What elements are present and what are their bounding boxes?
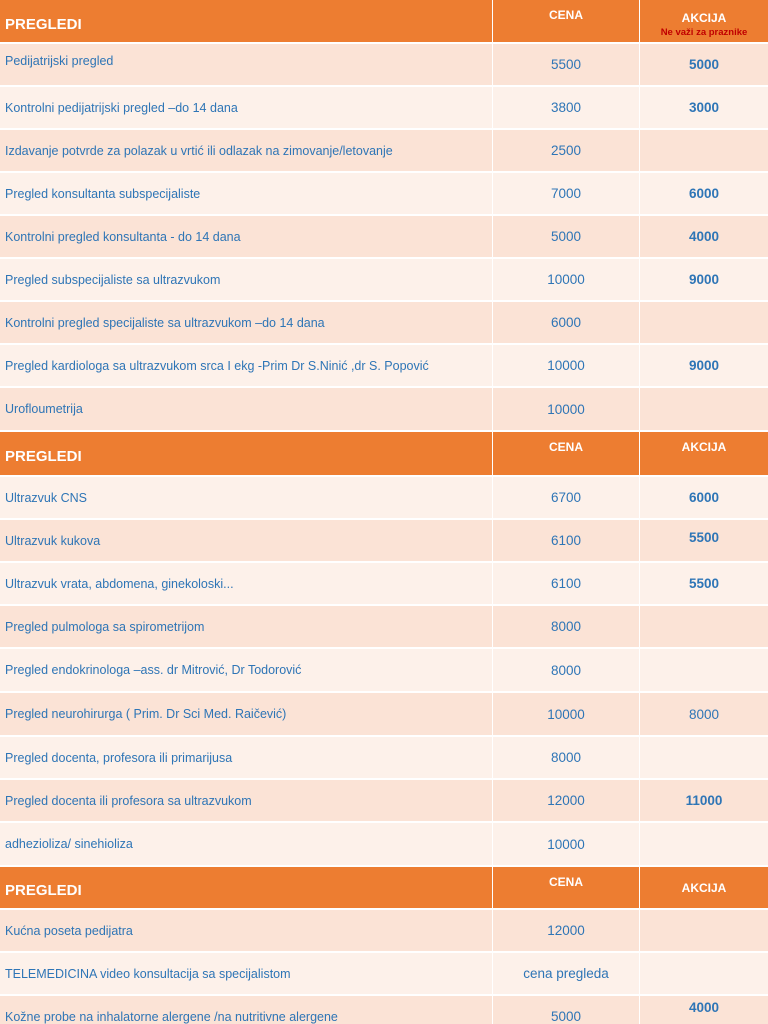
section-header — [0, 0, 768, 44]
service-name: Pregled kardiologa sa ultrazvukom srca I ekg -Prim Dr S.Ninić ,dr S. Popović — [0, 345, 493, 386]
table-row — [0, 87, 768, 130]
service-name: Pregled docenta ili profesora sa ultrazvukom — [0, 780, 493, 821]
service-name: adhezioliza/ sinehioliza — [0, 823, 493, 865]
promo-price — [640, 910, 768, 951]
service-price: 10000 — [493, 345, 640, 386]
table-row — [0, 953, 768, 996]
service-price: 5000 — [493, 216, 640, 257]
promo-price — [640, 649, 768, 691]
promo-price: 6000 — [688, 186, 720, 201]
service-price: 12000 — [493, 910, 640, 951]
service-name: Kožne probe na inhalatorne alergene /na nutritivne alergene — [0, 996, 493, 1024]
service-price: 7000 — [493, 173, 640, 214]
service-price: 5000 — [493, 996, 640, 1024]
promo-price: 5000 — [688, 57, 720, 72]
price-column-header: CENA — [493, 432, 640, 475]
service-name: Pregled neurohirurga ( Prim. Dr Sci Med. Raičević) — [0, 693, 493, 735]
promo-price — [640, 823, 768, 865]
table-row — [0, 302, 768, 345]
promo-note: Ne važi za praznike — [660, 26, 748, 38]
promo-label: AKCIJA — [681, 10, 727, 25]
service-price: 10000 — [493, 388, 640, 430]
service-name: Pedijatrijski pregled — [0, 44, 493, 85]
table-row — [0, 996, 768, 1024]
promo-price — [640, 737, 768, 778]
promo-column-header: AKCIJA — [681, 881, 727, 895]
service-name: Kontrolni pregled konsultanta - do 14 dana — [0, 216, 493, 257]
promo-price — [640, 606, 768, 647]
service-price: 3800 — [493, 87, 640, 128]
table-row — [0, 130, 768, 173]
service-price: cena pregleda — [493, 953, 640, 994]
service-price: 8000 — [493, 737, 640, 778]
service-price: 8000 — [493, 606, 640, 647]
promo-price: 11000 — [685, 793, 723, 808]
section-header — [0, 867, 768, 910]
table-row — [0, 737, 768, 780]
promo-column-header: AKCIJA — [681, 440, 727, 454]
promo-price — [640, 388, 768, 430]
service-price: 8000 — [493, 649, 640, 691]
service-price: 5500 — [493, 44, 640, 85]
service-price: 6000 — [493, 302, 640, 343]
promo-price: 5500 — [688, 576, 720, 591]
table-row — [0, 388, 768, 432]
service-name: Kontrolni pregled specijaliste sa ultrazvukom –do 14 dana — [0, 302, 493, 343]
table-row — [0, 606, 768, 649]
table-row — [0, 345, 768, 388]
service-price: 6700 — [493, 477, 640, 518]
service-price: 10000 — [493, 259, 640, 300]
promo-price: 8000 — [688, 706, 720, 722]
service-name: Ultrazvuk CNS — [0, 477, 493, 518]
service-price: 2500 — [493, 130, 640, 171]
promo-price: 9000 — [688, 272, 720, 287]
table-row — [0, 44, 768, 87]
service-name: Ultrazvuk kukova — [0, 520, 493, 561]
promo-price: 9000 — [688, 358, 720, 373]
section-title: PREGLEDI — [0, 432, 493, 475]
service-price: 6100 — [493, 520, 640, 561]
promo-price: 5500 — [688, 530, 720, 545]
table-row — [0, 823, 768, 867]
section-header — [0, 432, 768, 477]
table-row — [0, 520, 768, 563]
service-name: Izdavanje potvrde za polazak u vrtić ili odlazak na zimovanje/letovanje — [0, 130, 493, 171]
section-title: PREGLEDI — [0, 867, 493, 908]
service-name: Pregled konsultanta subspecijaliste — [0, 173, 493, 214]
promo-price — [640, 302, 768, 343]
promo-price: 4000 — [688, 229, 720, 244]
table-row — [0, 173, 768, 216]
service-name: Ultrazvuk vrata, abdomena, ginekoloski... — [0, 563, 493, 604]
service-price: 6100 — [493, 563, 640, 604]
service-name: Pregled subspecijaliste sa ultrazvukom — [0, 259, 493, 300]
promo-column-header — [640, 0, 768, 42]
promo-price — [640, 130, 768, 171]
promo-price — [640, 953, 768, 994]
table-row — [0, 563, 768, 606]
service-price: 10000 — [493, 693, 640, 735]
service-name: Pregled docenta, profesora ili primarijusa — [0, 737, 493, 778]
service-name: Pregled endokrinologa –ass. dr Mitrović, Dr Todorović — [0, 649, 493, 691]
price-column-header: CENA — [493, 867, 640, 908]
table-row — [0, 259, 768, 302]
service-name: Kontrolni pedijatrijski pregled –do 14 dana — [0, 87, 493, 128]
service-price: 12000 — [493, 780, 640, 821]
table-row — [0, 216, 768, 259]
service-name: Urofloumetrija — [0, 388, 493, 430]
service-name: Kućna poseta pedijatra — [0, 910, 493, 951]
table-row — [0, 780, 768, 823]
service-name: TELEMEDICINA video konsultacija sa specijalistom — [0, 953, 493, 994]
price-column-header: CENA — [493, 0, 640, 42]
table-row — [0, 649, 768, 693]
service-name: Pregled pulmologa sa spirometrijom — [0, 606, 493, 647]
promo-price: 6000 — [688, 490, 720, 505]
table-row — [0, 693, 768, 737]
promo-price: 3000 — [688, 100, 720, 115]
table-row — [0, 910, 768, 953]
section-title: PREGLEDI — [0, 0, 493, 42]
promo-price: 4000 — [688, 1000, 720, 1015]
table-row — [0, 477, 768, 520]
service-price: 10000 — [493, 823, 640, 865]
